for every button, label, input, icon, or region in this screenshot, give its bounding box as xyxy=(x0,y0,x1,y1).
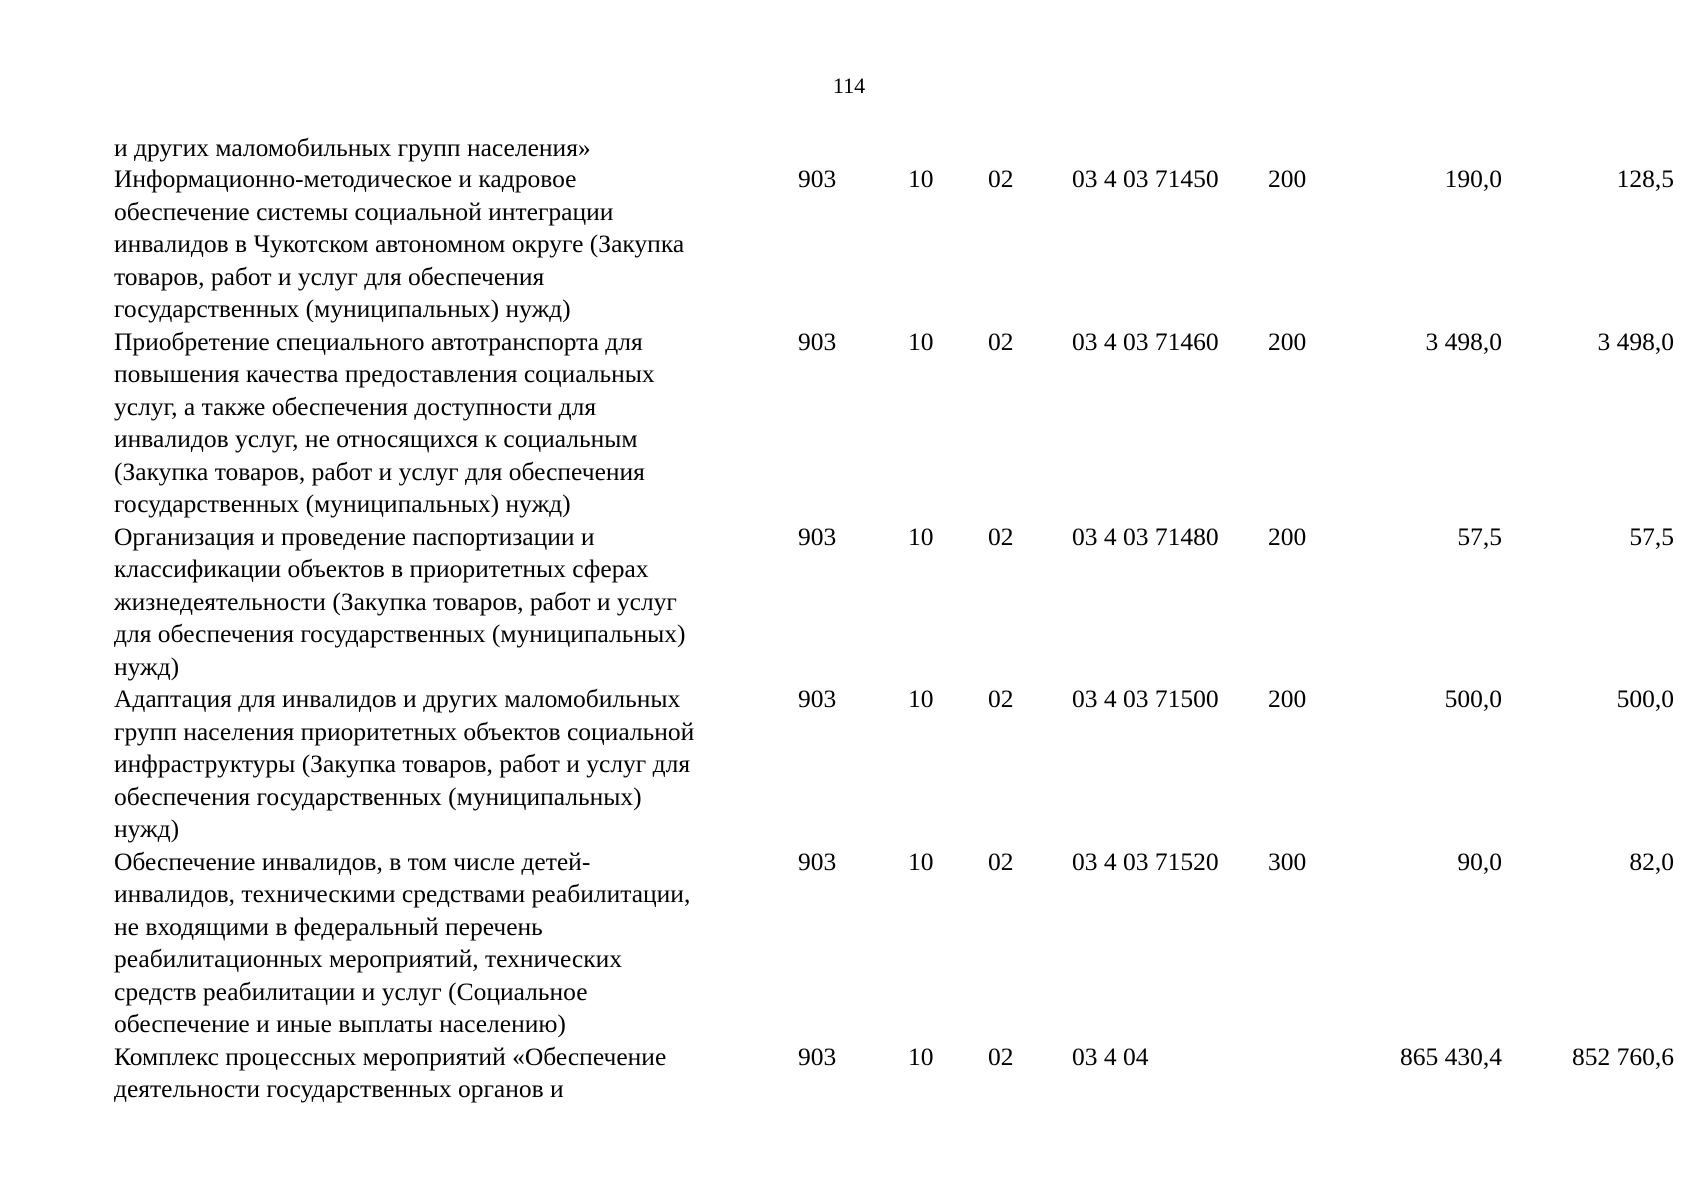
expense-name-line: нужд) xyxy=(114,814,180,843)
subsection-code-cell: 02 xyxy=(988,684,1014,713)
expense-type-cell xyxy=(1266,1041,1354,1106)
expense-name-line: обеспечение и иные выплаты населению) xyxy=(114,1009,566,1038)
expense-name-line: инвалидов в Чукотском автономном округе (Закупка xyxy=(114,229,685,258)
table-row xyxy=(112,683,1674,846)
expense-name-line: инфраструктуры (Закупка товаров, работ и услуг для xyxy=(114,749,691,778)
expense-name-line: повышения качества предоставления социальных xyxy=(114,359,655,388)
expense-name-line: Обеспечение инвалидов, в том числе детей- xyxy=(114,846,591,876)
expense-type-cell: 200 xyxy=(1268,164,1307,193)
expense-name-line: Адаптация для инвалидов и других маломобильных xyxy=(114,684,681,713)
budget-table xyxy=(112,163,1674,1106)
amount-first-cell: 90,0 xyxy=(1457,846,1502,876)
section-code-cell: 10 xyxy=(908,846,934,876)
target-article-cell: 03 4 03 71460 xyxy=(1072,326,1219,356)
amount-second-cell: 500,0 xyxy=(1616,684,1674,713)
expense-name-line: Приобретение специального автотранспорта для xyxy=(114,326,643,356)
expense-type-cell: 200 xyxy=(1268,684,1307,713)
expense-name-line: (Закупка товаров, работ и услуг для обеспечения xyxy=(114,456,645,486)
expense-type-cell: 200 xyxy=(1268,326,1307,356)
target-article-cell: 03 4 03 71500 xyxy=(1072,684,1219,713)
subsection-code-cell: 02 xyxy=(988,1041,1014,1071)
grbs-code-cell: 903 xyxy=(798,846,837,876)
expense-name-cell xyxy=(112,846,788,1041)
subsection-code-cell: 02 xyxy=(988,326,1014,356)
table-row xyxy=(112,521,1674,684)
expense-name-line: групп населения приоритетных объектов социальной xyxy=(114,716,695,746)
amount-second-cell: 3 498,0 xyxy=(1597,326,1674,356)
expense-name-line: классификации объектов в приоритетных сферах xyxy=(114,554,649,583)
expense-name-line: государственных (муниципальных) нужд) xyxy=(114,489,571,518)
expense-name-cell xyxy=(112,326,788,521)
expense-name-line: реабилитационных мероприятий, технических xyxy=(114,944,623,973)
expense-name-line: обеспечения государственных (муниципальных) xyxy=(114,781,642,811)
continued-row-text: и других маломобильных групп населения» xyxy=(114,133,591,162)
expense-name-line: инвалидов, техническими средствами реабилитации, xyxy=(114,879,691,908)
target-article-cell: 03 4 03 71520 xyxy=(1072,846,1219,876)
expense-type-cell: 200 xyxy=(1268,521,1307,551)
expense-name-line: для обеспечения государственных (муниципальных) xyxy=(114,619,686,648)
section-code-cell: 10 xyxy=(908,684,934,713)
expense-name-cell xyxy=(112,683,788,846)
table-row xyxy=(112,1041,1674,1106)
expense-name-line: деятельности государственных органов и xyxy=(114,1074,564,1103)
expense-name-line: Информационно-методическое и кадровое xyxy=(114,164,577,193)
subsection-code-cell: 02 xyxy=(988,521,1014,551)
table-row xyxy=(112,326,1674,521)
subsection-code-cell: 02 xyxy=(988,846,1014,876)
amount-first-cell: 190,0 xyxy=(1444,164,1502,193)
amount-first-cell: 500,0 xyxy=(1444,684,1502,713)
amount-second-cell: 82,0 xyxy=(1629,846,1674,876)
amount-first-cell: 865 430,4 xyxy=(1400,1041,1502,1071)
amount-second-cell: 128,5 xyxy=(1616,164,1674,193)
expense-name-line: Комплекс процессных мероприятий «Обеспечение xyxy=(114,1041,667,1071)
expense-name-line: жизнедеятельности (Закупка товаров, работ и услуг xyxy=(114,586,677,616)
target-article-cell: 03 4 04 xyxy=(1072,1041,1149,1071)
section-code-cell: 10 xyxy=(908,326,934,356)
expense-name-line: товаров, работ и услуг для обеспечения xyxy=(114,261,545,291)
section-code-cell: 10 xyxy=(908,164,934,193)
expense-name-line: средств реабилитации и услуг (Социальное xyxy=(114,976,588,1006)
expense-name-line: инвалидов услуг, не относящихся к социальным xyxy=(114,424,638,453)
amount-first-cell: 57,5 xyxy=(1457,521,1502,551)
expense-name-line: Организация и проведение паспортизации и xyxy=(114,521,595,551)
expense-name-line: государственных (муниципальных) нужд) xyxy=(114,294,571,323)
grbs-code-cell: 903 xyxy=(798,1041,837,1071)
table-row xyxy=(112,163,1674,326)
grbs-code-cell: 903 xyxy=(798,326,837,356)
expense-name-line: обеспечение системы социальной интеграции xyxy=(114,196,614,226)
page-number: 114 xyxy=(832,73,866,98)
amount-first-cell: 3 498,0 xyxy=(1425,326,1502,356)
target-article-cell: 03 4 03 71480 xyxy=(1072,521,1219,551)
expense-name-line: не входящими в федеральный перечень xyxy=(114,911,543,941)
section-code-cell: 10 xyxy=(908,1041,934,1071)
amount-second-cell: 852 760,6 xyxy=(1572,1041,1674,1071)
expense-name-cell xyxy=(112,1041,788,1106)
amount-second-cell: 57,5 xyxy=(1629,521,1674,551)
section-code-cell: 10 xyxy=(908,521,934,551)
expense-name-line: нужд) xyxy=(114,651,180,681)
grbs-code-cell: 903 xyxy=(798,521,837,551)
expense-type-cell: 300 xyxy=(1268,846,1307,876)
expense-name-line: услуг, а также обеспечения доступности для xyxy=(114,391,597,421)
subsection-code-cell: 02 xyxy=(988,164,1014,193)
grbs-code-cell: 903 xyxy=(798,684,837,713)
expense-name-cell xyxy=(112,163,788,326)
table-row xyxy=(112,846,1674,1041)
grbs-code-cell: 903 xyxy=(798,164,837,193)
expense-name-cell xyxy=(112,521,788,684)
target-article-cell: 03 4 03 71450 xyxy=(1072,164,1219,193)
